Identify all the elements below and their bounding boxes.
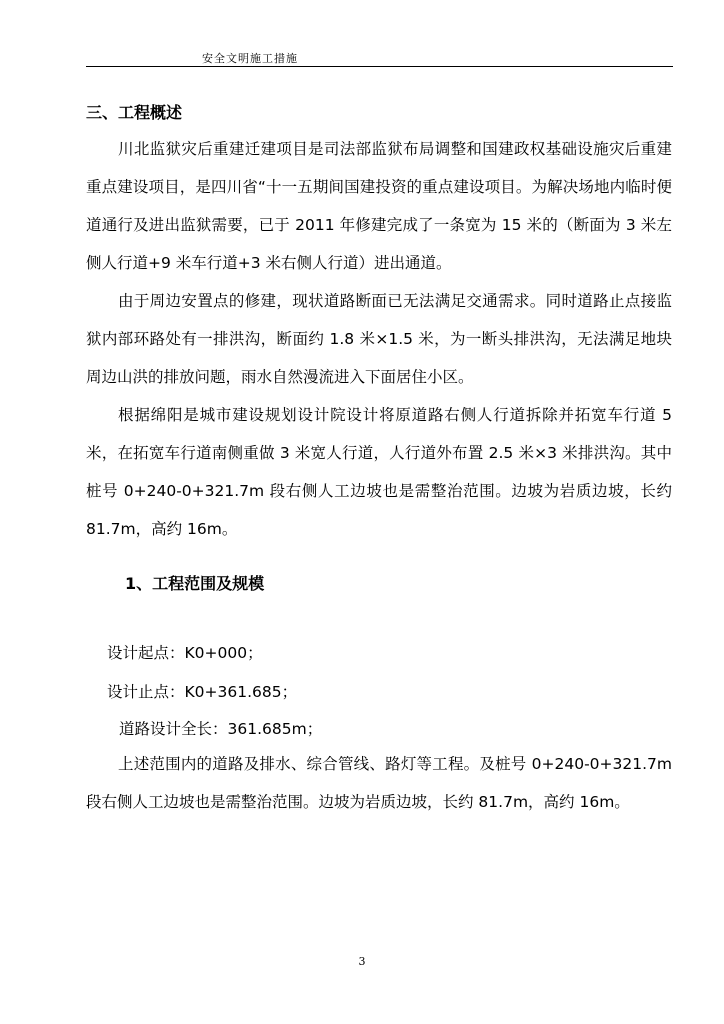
section-heading: 三、工程概述 <box>86 103 183 122</box>
subsection-heading: 1、工程范围及规模 <box>125 574 265 593</box>
header-divider <box>86 66 673 67</box>
page-header-title: 安全文明施工措施 <box>202 52 298 65</box>
design-start-point: 设计起点：K0+000； <box>107 644 263 662</box>
body-paragraph-traffic: 由于周边安置点的修建，现状道路断面已无法满足交通需求。同时道路止点接监狱内部环路处有一排洪沟，断面约 1.8 米×1.5 米，为一断头排洪沟，无法满足地块周边山洪的排放问题，雨水自然漫流进入下面居住小区。 <box>86 292 672 386</box>
road-total-length: 道路设计全长：361.685m； <box>119 720 323 738</box>
body-paragraph-design: 根据绵阳是城市建设规划设计院设计将原道路右侧人行道拆除并拓宽车行道 5 米，在拓宽车行道南侧重做 3 米宽人行道，人行道外布置 2.5 米×3 米排洪沟。其中桩号 0+240-0+321.7m 段右侧人工边坡也是需整治范围。边坡为岩质边坡，长约 81.7m，高约 16m。 <box>86 406 672 538</box>
body-paragraph-intro: 川北监狱灾后重建迁建项目是司法部监狱布局调整和国建政权基础设施灾后重建重点建设项目，是四川省“十一五期间国建投资的重点建设项目。为解决场地内临时便道通行及进出监狱需要，已于 2011 年修建完成了一条宽为 15 米的（断面为 3 米左侧人行道+9 米车行道+3 米右侧人行道）进出通道。 <box>86 140 672 272</box>
design-end-point: 设计止点：K0+361.685； <box>107 683 298 701</box>
body-paragraph-scope: 上述范围内的道路及排水、综合管线、路灯等工程。及桩号 0+240-0+321.7m 段右侧人工边坡也是需整治范围。边坡为岩质边坡，长约 81.7m，高约 16m。 <box>86 755 672 811</box>
page-number: 3 <box>358 955 366 968</box>
